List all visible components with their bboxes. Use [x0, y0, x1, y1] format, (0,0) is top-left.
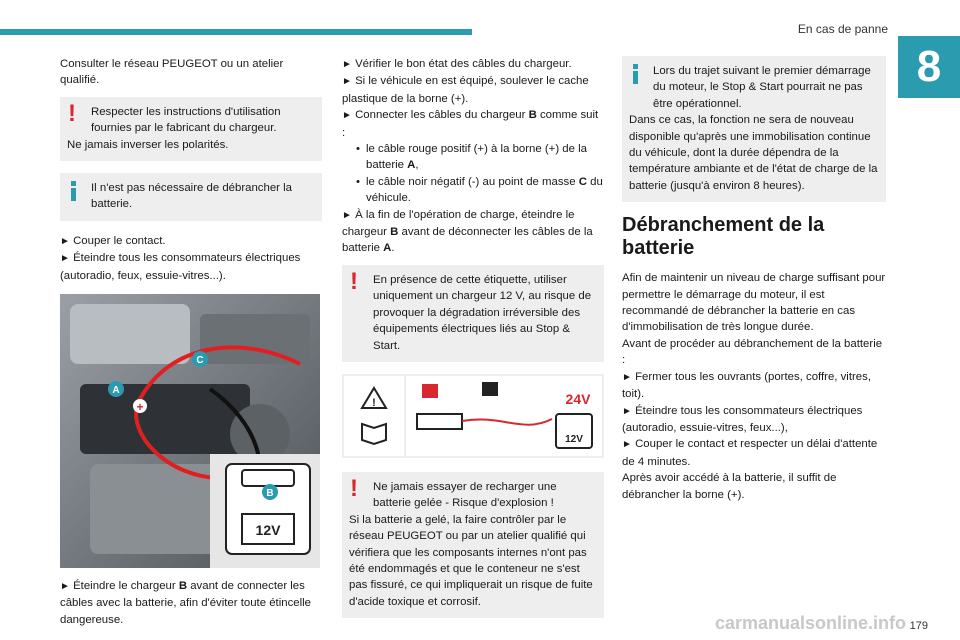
section-title: En cas de panne [797, 22, 888, 36]
warning-text: En présence de cette étiquette, utiliser uniquement un chargeur 12 V, au risque de provoquer la dégradation irréversible des équipements électriques liés au Stop & Start. [373, 273, 592, 352]
info-text: Lors du trajet suivant le premier démarrage du moteur, le Stop & Start pourrait ne pas être opérationnel. [653, 65, 871, 110]
warning-box [342, 472, 604, 618]
step: ► Couper le contact et respecter un délai d'attente de 4 minutes. [622, 438, 878, 468]
paragraph: Après avoir accédé à la batterie, il suffit de débrancher la borne (+). [622, 472, 837, 501]
info-icon [68, 179, 80, 201]
bullet: • le câble noir négatif (-) au point de masse C du véhicule. [342, 174, 604, 207]
column-1 [60, 56, 322, 628]
step: ► Fermer tous les ouvrants (portes, coffre, vitres, toit). [622, 370, 871, 401]
step: ► À la fin de l'opération de charge, éteindre le chargeur B avant de déconnecter les câbles de la batterie A. [342, 208, 593, 255]
warning-icon: ! [68, 99, 76, 127]
step: ► Connecter les câbles du chargeur B comme suit : [342, 109, 599, 139]
info-text: Dans ce cas, la fonction ne sera de nouveau disponible qu'après une immobilisation continue du véhicule, dont la durée dépendra de la température ambiante et de l'état de charge de la batterie (jusqu'à environ 8 heures). [629, 114, 878, 192]
label-illustration [342, 374, 604, 458]
warning-icon: ! [350, 267, 358, 295]
warning-box [342, 265, 604, 362]
step: ► Vérifier le bon état des câbles du chargeur. [342, 58, 572, 70]
engine-bay-illustration [60, 294, 320, 568]
svg-text:!: ! [372, 396, 376, 409]
charger-voltage: 12V [255, 522, 281, 539]
battery-charger-photo [60, 294, 320, 568]
warning-box [60, 97, 322, 161]
section-heading: Débranchement de la batterie [622, 214, 825, 260]
watermark: carmanualsonline.info [714, 613, 906, 633]
step: ► Couper le contact. [60, 234, 166, 247]
label-a: A [112, 385, 120, 397]
step: ► Éteindre tous les consommateurs électriques (autoradio, feux, essuie-vitres...). [60, 252, 301, 282]
step: ► Si le véhicule en est équipé, soulever le cache plastique de la borne (+). [342, 75, 589, 105]
step: ► Éteindre le chargeur B avant de connecter les câbles avec la batterie, afin d'éviter toute étincelle dangereuse. [60, 580, 312, 626]
warning-text: Respecter les instructions d'utilisation fournies par le fabricant du chargeur. [91, 105, 281, 135]
info-text: Il n'est pas nécessaire de débrancher la batterie. [91, 182, 292, 211]
info-icon [630, 62, 642, 84]
bullet: • le câble rouge positif (+) à la borne (+) de la batterie A, [342, 141, 604, 174]
chapter-number: 8 [898, 36, 960, 98]
intro-text: Consulter le réseau PEUGEOT ou un atelier qualifié. [60, 58, 284, 87]
warning-icon: ! [350, 474, 358, 502]
label-b: B [266, 488, 274, 500]
info-box [622, 56, 886, 202]
page-number: 179 [909, 620, 928, 632]
label-24v: 24V [565, 390, 591, 407]
column-3 [622, 56, 886, 503]
top-accent-bar [0, 29, 472, 35]
paragraph: Avant de procéder au débranchement de la batterie : [622, 337, 883, 367]
info-box [60, 173, 322, 221]
warning-text: Ne jamais essayer de recharger une batterie gelée - Risque d'explosion ! [373, 480, 557, 510]
paragraph: Afin de maintenir un niveau de charge suffisant pour permettre le démarrage du moteur, il est recommandé de débrancher la batterie en cas d'immobilisation de très longue durée. [622, 272, 886, 334]
label-12v: 12V [565, 433, 583, 445]
label-c: C [196, 355, 204, 367]
stop-start-label-image [342, 374, 604, 458]
step: ► Éteindre tous les consommateurs électriques (autoradio, essuie-vitres, feux...), [622, 404, 863, 434]
svg-text:+: + [136, 400, 144, 415]
column-2 [342, 56, 604, 630]
warning-text: Ne jamais inverser les polarités. [67, 138, 229, 151]
warning-text: Si la batterie a gelé, la faire contrôler par le réseau PEUGEOT ou par un atelier qualifié qui vérifiera que les composants internes n'ont pas été endommagés et que le conteneur ne s'est pas fissuré, ce qui impliquerait un risque de fuite d'acide toxique et corrosif. [349, 513, 593, 608]
